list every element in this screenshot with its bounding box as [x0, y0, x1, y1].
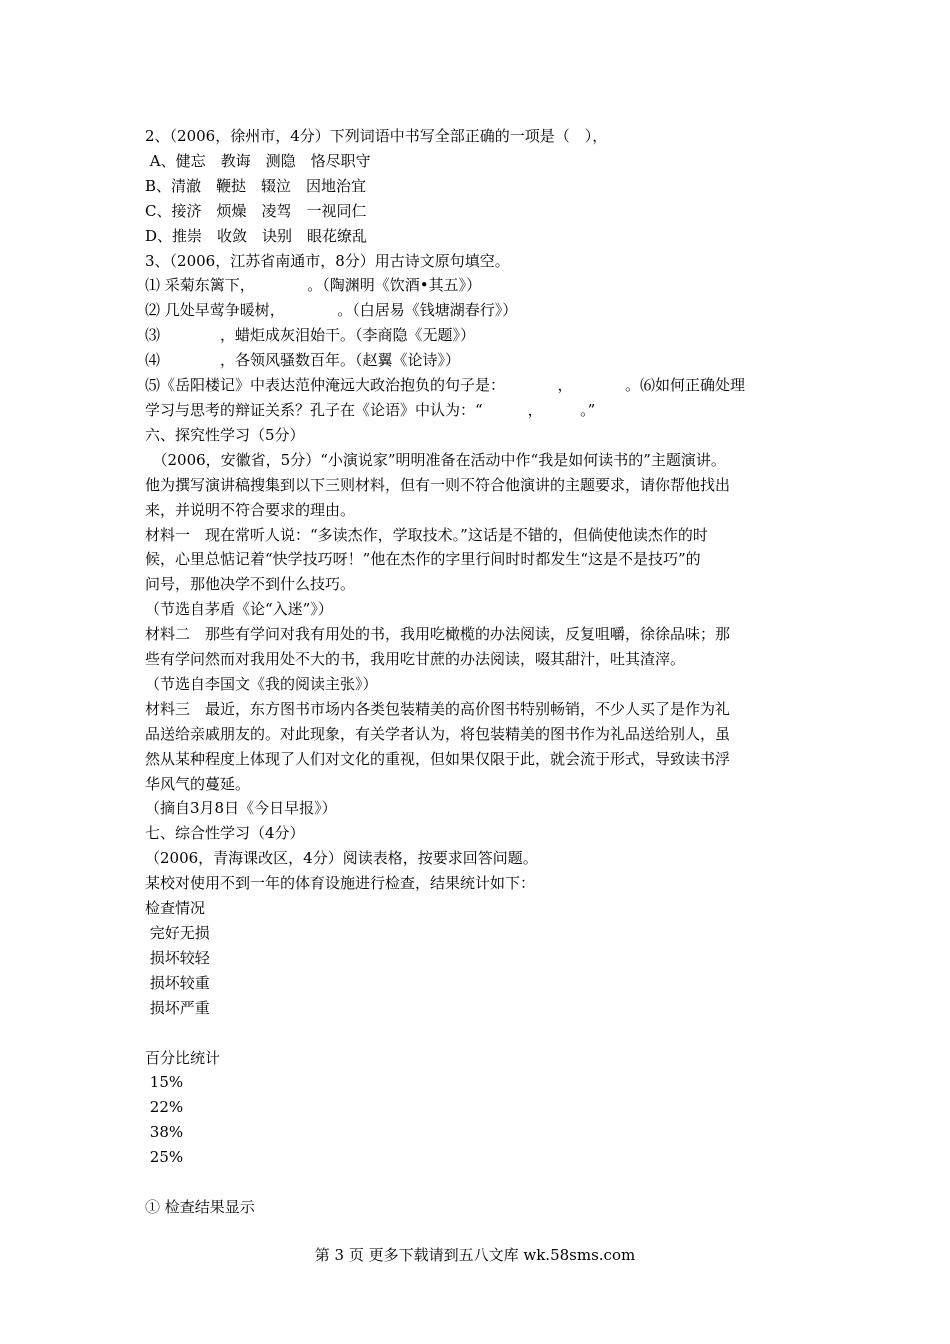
text-line: 25% — [145, 1148, 184, 1167]
text-line: 2、（2006，徐州市，4分）下列词语中书写全部正确的一项是（ ）， — [145, 127, 608, 145]
blank-line — [145, 1170, 815, 1195]
text-line: 损坏较重 — [145, 973, 210, 992]
text-line: ① 检查结果显示 — [145, 1197, 255, 1216]
page-footer: 第 3 页 更多下载请到五八文库 wk.58sms.com — [314, 1246, 636, 1264]
text-line: 损坏较轻 — [145, 948, 210, 967]
text-line: 材料一 现在常听人说：“多读杰作，学取技术。”这话是不错的，但倘使他读杰作的时 — [145, 525, 708, 544]
text-line: ⑴ 采菊东篱下， 。（陶渊明《饮酒•其五》） — [145, 276, 482, 295]
text-line: （摘自3月8日《今日早报》） — [145, 799, 337, 818]
text-line: ⑷ ，各领风骚数百年。（赵翼《论诗》） — [145, 351, 461, 370]
text-line: 15% — [145, 1073, 184, 1092]
text-line: 问号，那他决学不到什么技巧。 — [145, 575, 356, 594]
text-line: 候，心里总惦记着“快学技巧呀！”他在杰作的字里行间时时都发生“这是不是技巧”的 — [145, 550, 701, 569]
blank-line — [145, 1021, 815, 1046]
text-line: 22% — [145, 1098, 184, 1117]
text-line: A、健忘 教诲 测隐 恪尽职守 — [145, 151, 371, 170]
text-line: ⑶ ，蜡炬成灰泪始干。（李商隐《无题》） — [145, 326, 476, 345]
text-line: （节选自李国文《我的阅读主张》） — [145, 674, 378, 693]
text-line: 学习与思考的辩证关系？孔子在《论语》中认为：“ ， 。” — [145, 400, 596, 419]
text-line: 六、探究性学习（5分） — [145, 425, 305, 444]
text-line: 品送给亲戚朋友的。对此现象，有关学者认为，将包装精美的图书作为礼品送给别人，虽 — [145, 724, 731, 743]
text-line: D、推崇 收敛 诀别 眼花缭乱 — [145, 226, 368, 245]
text-line: ⑸《岳阳楼记》中表达范仲淹远大政治抱负的句子是： ， 。⑹如何正确处理 — [145, 376, 746, 395]
text-line: 然从某种程度上体现了人们对文化的重视，但如果仅限于此，就会流于形式，导致读书浮 — [145, 749, 731, 768]
text-line: 材料二 那些有学问对我有用处的书，我用吃橄榄的办法阅读，反复咀嚼，徐徐品味；那 — [145, 625, 731, 644]
text-line: （2006，青海课改区，4分）阅读表格，按要求回答问题。 — [145, 849, 538, 868]
text-line: 3、（2006，江苏省南通市，8分）用古诗文原句填空。 — [145, 251, 510, 270]
text-line: ⑵ 几处早莺争暖树， 。（白居易《钱塘湖春行》） — [145, 301, 518, 320]
text-line: 检查情况 — [145, 899, 206, 918]
text-line: 某校对使用不到一年的体育设施进行检查，结果统计如下： — [145, 874, 536, 893]
text-line: 损坏严重 — [145, 998, 210, 1017]
text-line: （节选自茅盾《论“入迷”》） — [145, 600, 333, 619]
text-line: 38% — [145, 1123, 184, 1142]
text-line: C、接济 烦燥 凌驾 一视同仁 — [145, 201, 367, 220]
text-line: 材料三 最近，东方图书市场内各类包装精美的高价图书特别畅销，不少人买了是作为礼 — [145, 699, 731, 718]
text-line: B、清澈 鞭挞 辍泣 因地治宜 — [145, 176, 367, 195]
text-line: 来，并说明不符合要求的理由。 — [145, 500, 356, 519]
text-line: 他为撰写演讲稿搜集到以下三则材料，但有一则不符合他演讲的主题要求，请你帮他找出 — [145, 475, 731, 494]
text-line: 华风气的蔓延。 — [145, 774, 251, 793]
text-line: （2006，安徽省，5分）“小演说家”明明准备在活动中作“我是如何读书的”主题演讲。 — [145, 450, 726, 469]
text-line: 完好无损 — [145, 924, 210, 942]
text-line: 七、综合性学习（4分） — [145, 824, 305, 843]
text-line: 百分比统计 — [145, 1048, 221, 1067]
document-body — [145, 124, 815, 1220]
text-line: 些有学问然而对我用处不大的书，我用吃甘蔗的办法阅读，啜其甜汁，吐其渣滓。 — [145, 650, 686, 669]
